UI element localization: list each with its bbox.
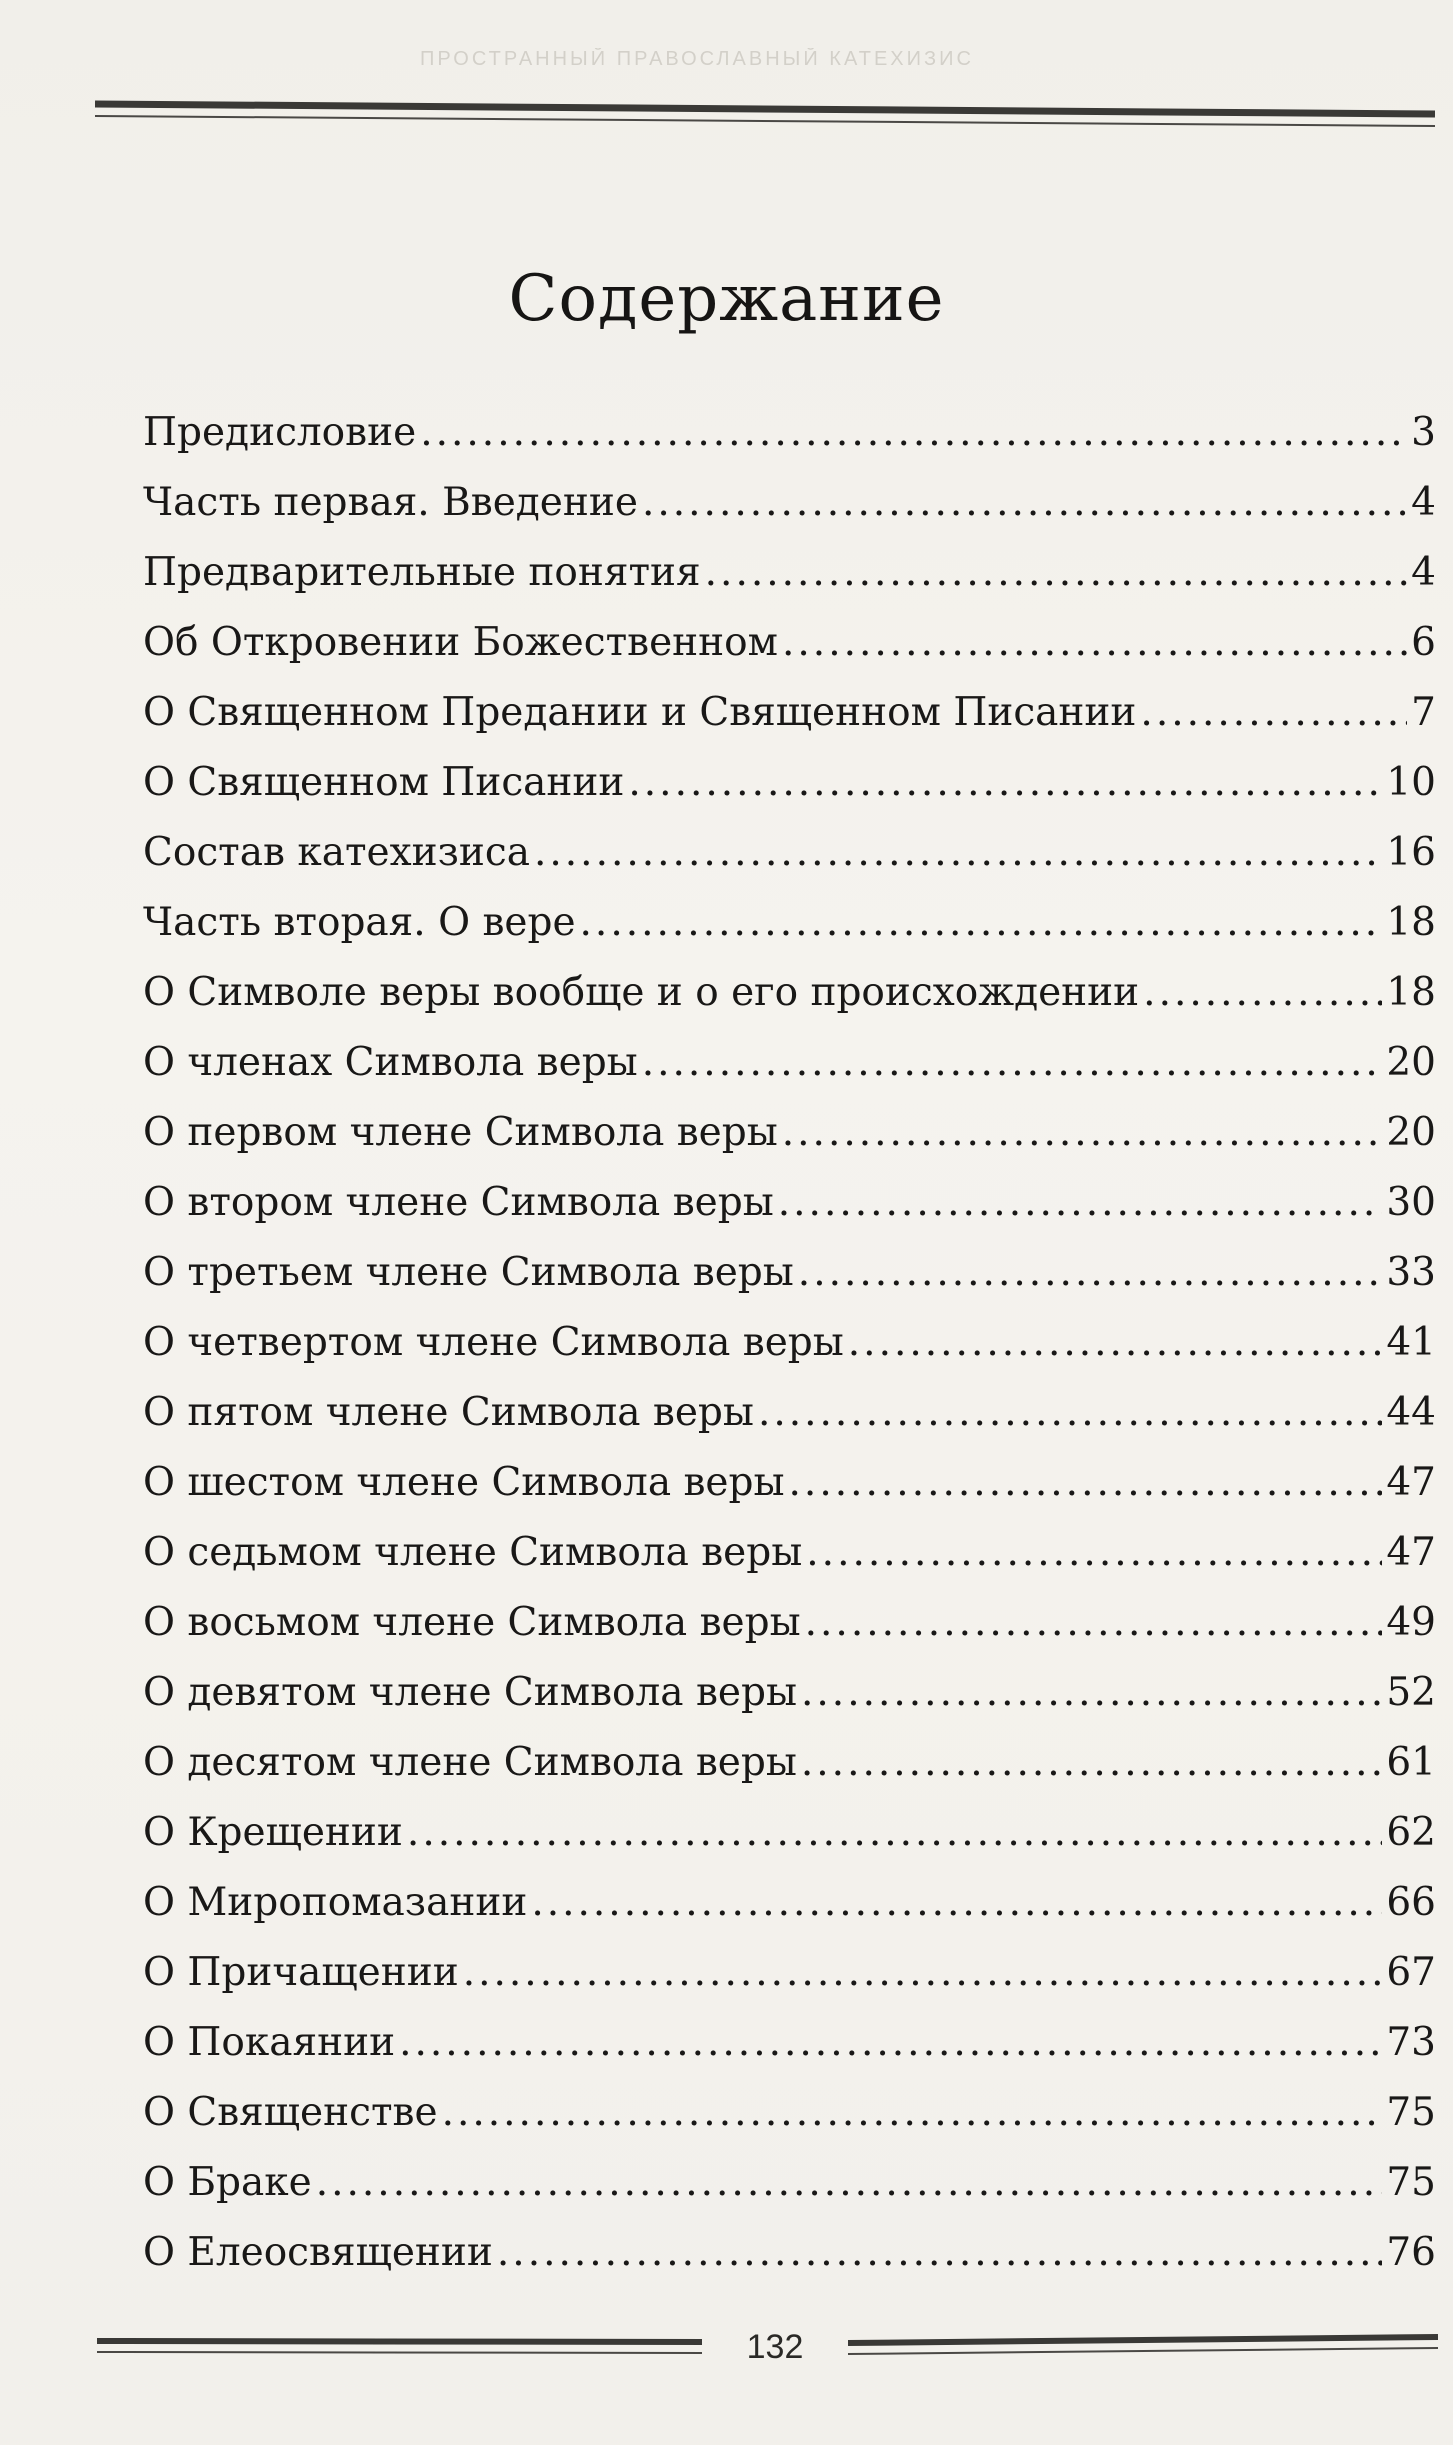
toc-entry xyxy=(143,1670,1436,1740)
toc-entry-page: 20 xyxy=(1386,1110,1436,1155)
toc-entry-page: 44 xyxy=(1386,1390,1436,1435)
dot-leader xyxy=(801,1670,1382,1715)
toc-entry-title: О седьмом члене Символа веры xyxy=(143,1530,803,1575)
toc-entry xyxy=(143,1390,1436,1460)
toc-entry xyxy=(143,1040,1436,1110)
toc-entry-page: 16 xyxy=(1386,830,1436,875)
toc-entry-page: 20 xyxy=(1386,1040,1436,1085)
toc-entry-page: 47 xyxy=(1386,1530,1436,1575)
dot-leader xyxy=(316,2160,1383,2205)
dot-leader xyxy=(534,830,1382,875)
toc-entry-page: 18 xyxy=(1386,900,1436,945)
toc-entry-title: О втором члене Символа веры xyxy=(143,1180,774,1225)
toc-entry-title: О третьем члене Символа веры xyxy=(143,1250,794,1295)
toc-entry-page: 18 xyxy=(1386,970,1436,1015)
toc-entry-page: 75 xyxy=(1386,2160,1436,2205)
toc-entry xyxy=(143,830,1436,900)
toc-entry-page: 49 xyxy=(1386,1600,1436,1645)
toc-entry xyxy=(143,620,1436,690)
toc-entry-title: Состав катехизиса xyxy=(143,830,530,875)
toc-entry-title: О членах Символа веры xyxy=(143,1040,638,1085)
toc-entry xyxy=(143,1180,1436,1250)
toc-entry xyxy=(143,970,1436,1040)
toc-entry xyxy=(143,1250,1436,1320)
toc-entry-title: Об Откровении Божественном xyxy=(143,620,778,665)
dot-leader xyxy=(782,1110,1383,1155)
dot-leader xyxy=(758,1390,1382,1435)
dot-leader xyxy=(642,1040,1383,1085)
toc-entry-title: О Крещении xyxy=(143,1810,403,1855)
dot-leader xyxy=(798,1250,1383,1295)
bottom-rule-right xyxy=(848,2334,1438,2362)
dot-leader xyxy=(1143,970,1382,1015)
toc-entry-page: 61 xyxy=(1386,1740,1436,1785)
toc-entry-page: 30 xyxy=(1386,1180,1436,1225)
toc-entry xyxy=(143,1530,1436,1600)
dot-leader xyxy=(580,900,1383,945)
toc-entry xyxy=(143,1880,1436,1950)
toc-entry xyxy=(143,410,1436,480)
toc-entry xyxy=(143,2160,1436,2230)
toc-entry-page: 52 xyxy=(1386,1670,1436,1715)
page-title: Содержание xyxy=(508,262,945,336)
dot-leader xyxy=(399,2020,1382,2065)
toc-entry-title: О Священном Писании xyxy=(143,760,625,805)
toc-entry-page: 76 xyxy=(1386,2230,1436,2275)
toc-entry xyxy=(143,2020,1436,2090)
dot-leader xyxy=(848,1320,1383,1365)
toc-entry-title: О первом члене Символа веры xyxy=(143,1110,778,1155)
toc-entry-title: О шестом члене Символа веры xyxy=(143,1460,785,1505)
toc-entry-title: О Причащении xyxy=(143,1950,459,1995)
toc-entry-title: О Священном Предании и Священном Писании xyxy=(143,690,1137,735)
toc-entry-page: 67 xyxy=(1386,1950,1436,1995)
toc-entry-page: 62 xyxy=(1386,1810,1436,1855)
toc-entry xyxy=(143,2090,1436,2160)
top-double-rule xyxy=(95,100,1435,134)
toc-entry xyxy=(143,1810,1436,1880)
dot-leader xyxy=(642,480,1407,525)
toc-entry xyxy=(143,1320,1436,1390)
dot-leader xyxy=(420,410,1407,455)
toc-entry xyxy=(143,1950,1436,2020)
dot-leader xyxy=(463,1950,1383,1995)
toc-entry xyxy=(143,480,1436,550)
toc-entry-title: Часть первая. Введение xyxy=(143,480,638,525)
toc-entry-page: 7 xyxy=(1411,690,1436,735)
toc-entry-title: О Миропомазании xyxy=(143,1880,528,1925)
toc-entry-title: О десятом члене Символа веры xyxy=(143,1740,797,1785)
toc-entry-title: О пятом члене Символа веры xyxy=(143,1390,754,1435)
toc-entry-title: О Священстве xyxy=(143,2090,438,2135)
toc-entry-page: 47 xyxy=(1386,1460,1436,1505)
running-header: ПРОСТРАННЫЙ ПРАВОСЛАВНЫЙ КАТЕХИЗИС xyxy=(420,48,974,70)
toc-entry-page: 4 xyxy=(1411,550,1436,595)
toc-entry-page: 10 xyxy=(1386,760,1436,805)
toc-entry-page: 33 xyxy=(1386,1250,1436,1295)
toc-entry xyxy=(143,690,1436,760)
dot-leader xyxy=(531,1880,1382,1925)
toc-entry xyxy=(143,900,1436,970)
toc-entry-title: О Символе веры вообще и о его происхождении xyxy=(143,970,1140,1015)
toc-entry-title: О Браке xyxy=(143,2160,312,2205)
bottom-rule-left xyxy=(97,2334,702,2362)
toc-entry xyxy=(143,1740,1436,1810)
toc-entry-title: Предварительные понятия xyxy=(143,550,701,595)
toc-entry xyxy=(143,1110,1436,1180)
toc-entry-title: О девятом члене Символа веры xyxy=(143,1670,797,1715)
toc-entry xyxy=(143,760,1436,830)
toc-entry-title: О восьмом члене Символа веры xyxy=(143,1600,801,1645)
dot-leader xyxy=(442,2090,1383,2135)
toc-entry-page: 6 xyxy=(1411,620,1436,665)
dot-leader xyxy=(806,1530,1382,1575)
toc-entry-title: Часть вторая. О вере xyxy=(143,900,576,945)
table-of-contents xyxy=(143,410,1436,2300)
toc-entry-page: 73 xyxy=(1386,2020,1436,2065)
toc-entry-title: О Елеосвящении xyxy=(143,2230,493,2275)
dot-leader xyxy=(497,2230,1382,2275)
toc-entry-title: О четвертом члене Символа веры xyxy=(143,1320,844,1365)
toc-entry-title: О Покаянии xyxy=(143,2020,396,2065)
dot-leader xyxy=(801,1740,1382,1785)
dot-leader xyxy=(407,1810,1382,1855)
toc-entry-page: 3 xyxy=(1411,410,1436,455)
dot-leader xyxy=(789,1460,1383,1505)
toc-entry-title: Предисловие xyxy=(143,410,417,455)
toc-entry-page: 4 xyxy=(1411,480,1436,525)
toc-entry xyxy=(143,1460,1436,1530)
toc-entry xyxy=(143,550,1436,620)
toc-entry xyxy=(143,1600,1436,1670)
dot-leader xyxy=(782,620,1407,665)
toc-entry xyxy=(143,2230,1436,2300)
page-number: 132 xyxy=(746,2328,804,2366)
dot-leader xyxy=(778,1180,1383,1225)
toc-entry-page: 41 xyxy=(1386,1320,1436,1365)
toc-entry-page: 75 xyxy=(1386,2090,1436,2135)
toc-entry-page: 66 xyxy=(1386,1880,1436,1925)
dot-leader xyxy=(1140,690,1407,735)
dot-leader xyxy=(628,760,1382,805)
dot-leader xyxy=(705,550,1408,595)
dot-leader xyxy=(805,1600,1383,1645)
